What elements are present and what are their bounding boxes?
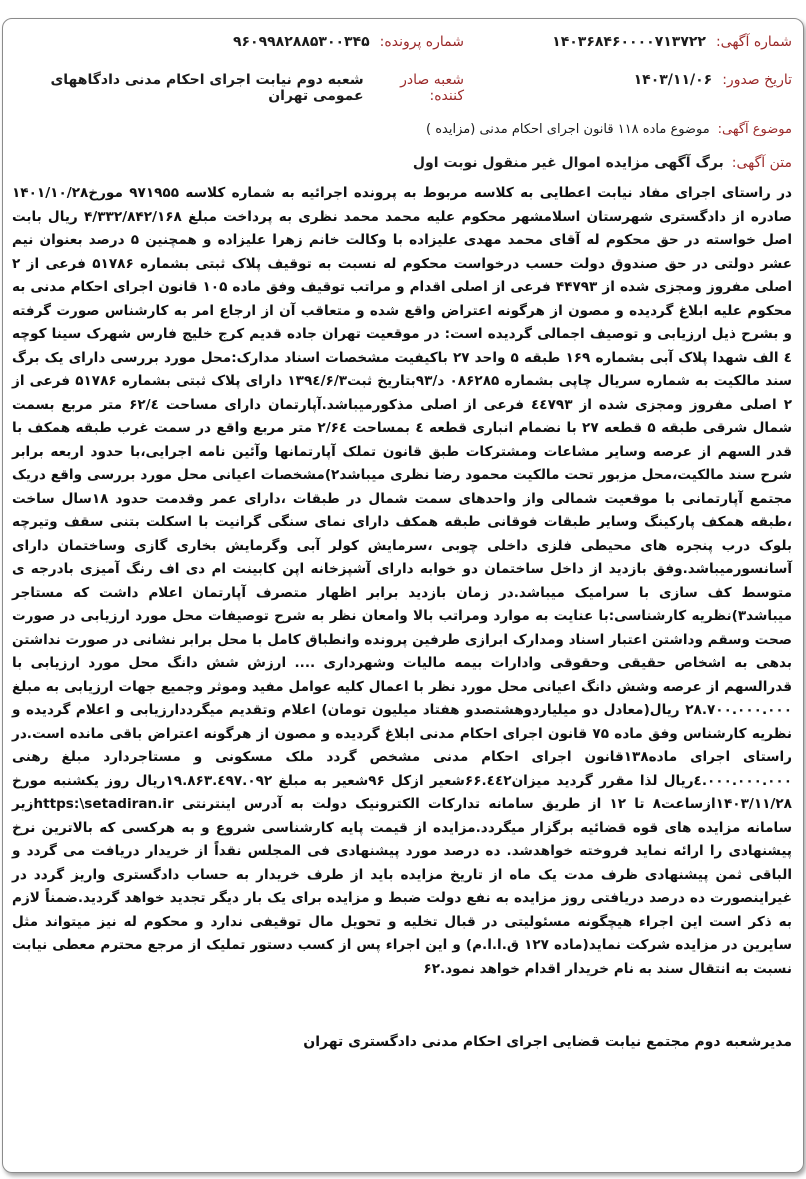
subject-label: موضوع آگهی: xyxy=(717,122,792,137)
notice-body: در راستای اجرای مفاد نیابت اعطایی به کلاسه مربوط به پرونده اجرائیه به شماره کلاسه ۹۷۱۹۵۵ مورخ۱۴۰۱/۱۰/۲۸ صادره از دادگستری شهرستان اسلامشهر محکوم علیه محمد محمد نظری به پرداخت مبلغ ۴/۳۳۲/۸۴۲/۱۶۸ ریال بابت اصل خواسته در حق محکوم له آقای محمد مهدی علیزاده با وکالت خانم زهرا علیزاده و همچنین ۵ درصد بعنوان نیم عشر دولتی در حق صندوق دولت حسب درخواست محکوم له نسبت به توقیف پلاک ثبتی بشماره ۵۱۷۸۶ فرعی از ۲ اصلی مفروز ومجزی شده از ۴۴۷۹۳ فرعی از اصلی اقدام و مراتب توقیف وفق ماده ۱۰۵ قانون اجرای احکام مدنی به محکوم علیه ابلاغ گردیده و مصون از هرگونه اعتراض واقع شده و متعاقب آن از ارجاع امر به کارشناس صورت گرفته و بشرح ذیل ارزیابی و توصیف اجمالی گردیده است: در موقعیت تهران جاده قدیم کرج خلیج فارس شهرک سینا کوچه ٤ الف شهدا پلاک آبی بشماره ۱۶۹ طبقه ۵ واحد ۲۷ باکیفیت مشخصات اسناد مدارک:محل مورد بررسی دارای یک برگ سند مالکیت به شماره سریال چاپی بشماره ۰۸۶۲۸۵ د/۹۳بتاریخ ثبت۱۳۹٤/۶/۳ دارای پلاک ثبتی بشماره ۵۱۷۸۶ فرعی از ۲ اصلی مفروز ومجزی شده از ٤٤۷۹۳ فرعی از اصلی مذکورمیباشد.آپارتمان دارای مساحت ۶۲/٤ متر مربع بسمت شمال شرقی طبقه ۵ قطعه ۲۷ با نضمام انباری قطعه ٤ بمساحت ۲/۶٤ متر مربع واقع در سمت غرب طبقه همکف با قدر السهم از عرصه وسایر مشاعات ومشترکات طبق قانون تملک آپارتمانها وآئین نامه اجرایی،با حدود اربعه برابر شرح سند مالکیت،محل مزبور تحت مالکیت محمود رضا نظری میباشد۲)مشخصات اعیانی محل مورد بررسی واقع دریک مجتمع آپارتمانی با موقعیت شمالی واز واحدهای سمت شمال در طبقات ،دارای عمر وقدمت حدود ۱۸سال ساخت ،طبقه همکف پارکینگ وسایر طبقات فوقانی طبقه همکف دارای نمای سنگی گرانیت با اسکلت بتنی سقف وتیرچه بلوک درب پنجره های محیطی فلزی داخلی چوبی ،سرمایش کولر آبی وگرمایش بخاری گازی وساختمان دارای آسانسورمیباشد.وفق بازدید از داخل ساختمان دو خوابه دارای آشپزخانه اپن کابینت ام دی اف رنگ آمیزی بادرجه ی متوسط کف سازی با سرامیک میباشد.در زمان بازدید برابر اظهار متصرف آپارتمان اعلام داشت که مستاجر میباشد۳)نظریه کارشناسی:با عنایت به موارد ومراتب بالا وامعان نظر به شرح توصیفات محل مورد ارزیابی در صورت صحت وسقم وداشتن اعتبار اسناد ومدارک ابرازی طرفین پرونده وانطباق کامل با محل برابر نشانی در صورت نداشتن بدهی به اشخاص حقیقی وحقوقی وادارات بیمه مالیات وشهرداری .... ارزش شش دانگ محل مورد ارزیابی با قدرالسهم از عرصه وشش دانگ اعیانی محل مورد نظر با اعمال کلیه عوامل مفید وموثر وجمیع جهات ارزیابی به مبلغ ۲۸.۷۰۰.۰۰۰.۰۰۰ ریال(معادل دو میلیاردوهشتصدو هفتاد میلیون تومان) اعلام وتقدیم میگرددارزیابی و اعلام گردیده و نظریه کارشناس وفق ماده ۷۵ قانون اجرای احکام مدنی ابلاغ گردیده و مصون از هرگونه اعتراض باقی مانده است.در راستای اجرای ماده۱۳۸قانون اجرای احکام مدنی مشخص گردد ملک مسکونی و مستاجردارد مبلغ رهنی ٤.۰۰۰.۰۰۰.۰۰۰ریال لذا مقرر گردید میزان۶۶.٤٤۲شعیر ازکل ۹۶شعیر به مبلغ ۱۹.۸۶۳.٤۹۷.۰۹۲ریال روز یکشنبه مورخ ۱۴۰۳/۱۱/۲۸ازساعت۸ تا ۱۲ از طریق سامانه تدارکات الکترونیک دولت به آدرس اینترنتی https:\setadiran.irزیر سامانه مزایده های قوه قضائیه برگزار میگردد.مزایده از قیمت پایه کارشناسی شروع و به هرکسی که بالاترین نرخ پیشنهادی را ارائه نماید فروخته خواهدشد. ده درصد مورد پیشنهادی فی المجلس نقداً از خریدار دریافت می گردد و الباقی ثمن پیشنهادی ظرف مدت یک ماه از تاریخ مزایده باید از طرف خریدار به حساب دادگستری واریز گردد در غیراینصورت ده درصد دریافتی روز مزایده به نفع دولت ضبط و مزایده برای یک بار دیگر تجدید خواهد گردید.ضمناً لازم به ذکر است این اجراء هیچگونه مسئولیتی در قبال تخلیه و تحویل مال توقیفی ندارد و محکوم له نیز میتواند مثل سایرین در مزایده شرکت نماید(ماده ۱۲۷ ق.ا.ا.م) و این اجراء پس از کسب دستور تملیک از مرجع محترم معطی نیابت نسبت به انتقال سند به نام خریدار اقدام خواهد نمود.۶۲ xyxy=(12,185,793,977)
case-number-label: شماره پرونده: xyxy=(379,34,464,50)
case-number-row xyxy=(233,34,464,50)
notice-number-label: شماره آگهی: xyxy=(715,34,792,50)
issue-date-row xyxy=(634,72,792,88)
issuer-row xyxy=(0,72,464,104)
subject-row xyxy=(426,122,792,137)
signature: مدیرشعبه دوم مجتمع نیابت قضایی اجرای احکام مدنی دادگستری تهران xyxy=(303,1034,792,1050)
issue-date: ۱۴۰۳/۱۱/۰۶ xyxy=(633,72,713,88)
notice-text-title: برگ آگهی مزایده اموال غیر منقول نوبت اول xyxy=(412,155,724,171)
notice-text-label: متن آگهی: xyxy=(731,155,792,171)
subject-value: موضوع ماده ۱۱۸ قانون اجرای احکام مدنی (مزایده ) xyxy=(426,122,710,137)
notice-number-row xyxy=(552,34,792,50)
notice-number: ۱۴۰۳۶۸۴۶۰۰۰۰۷۱۳۷۲۲ xyxy=(552,34,706,50)
case-number: ۹۶۰۹۹۸۲۸۸۵۳۰۰۳۴۵ xyxy=(232,34,370,50)
issuer: شعبه دوم نیابت اجرای احکام مدنی دادگاههای عمومی تهران xyxy=(50,72,364,104)
issuer-label: شعبه صادر کننده: xyxy=(400,72,464,104)
notice-text-title-row xyxy=(413,155,792,171)
issue-date-label: تاریخ صدور: xyxy=(722,72,792,88)
